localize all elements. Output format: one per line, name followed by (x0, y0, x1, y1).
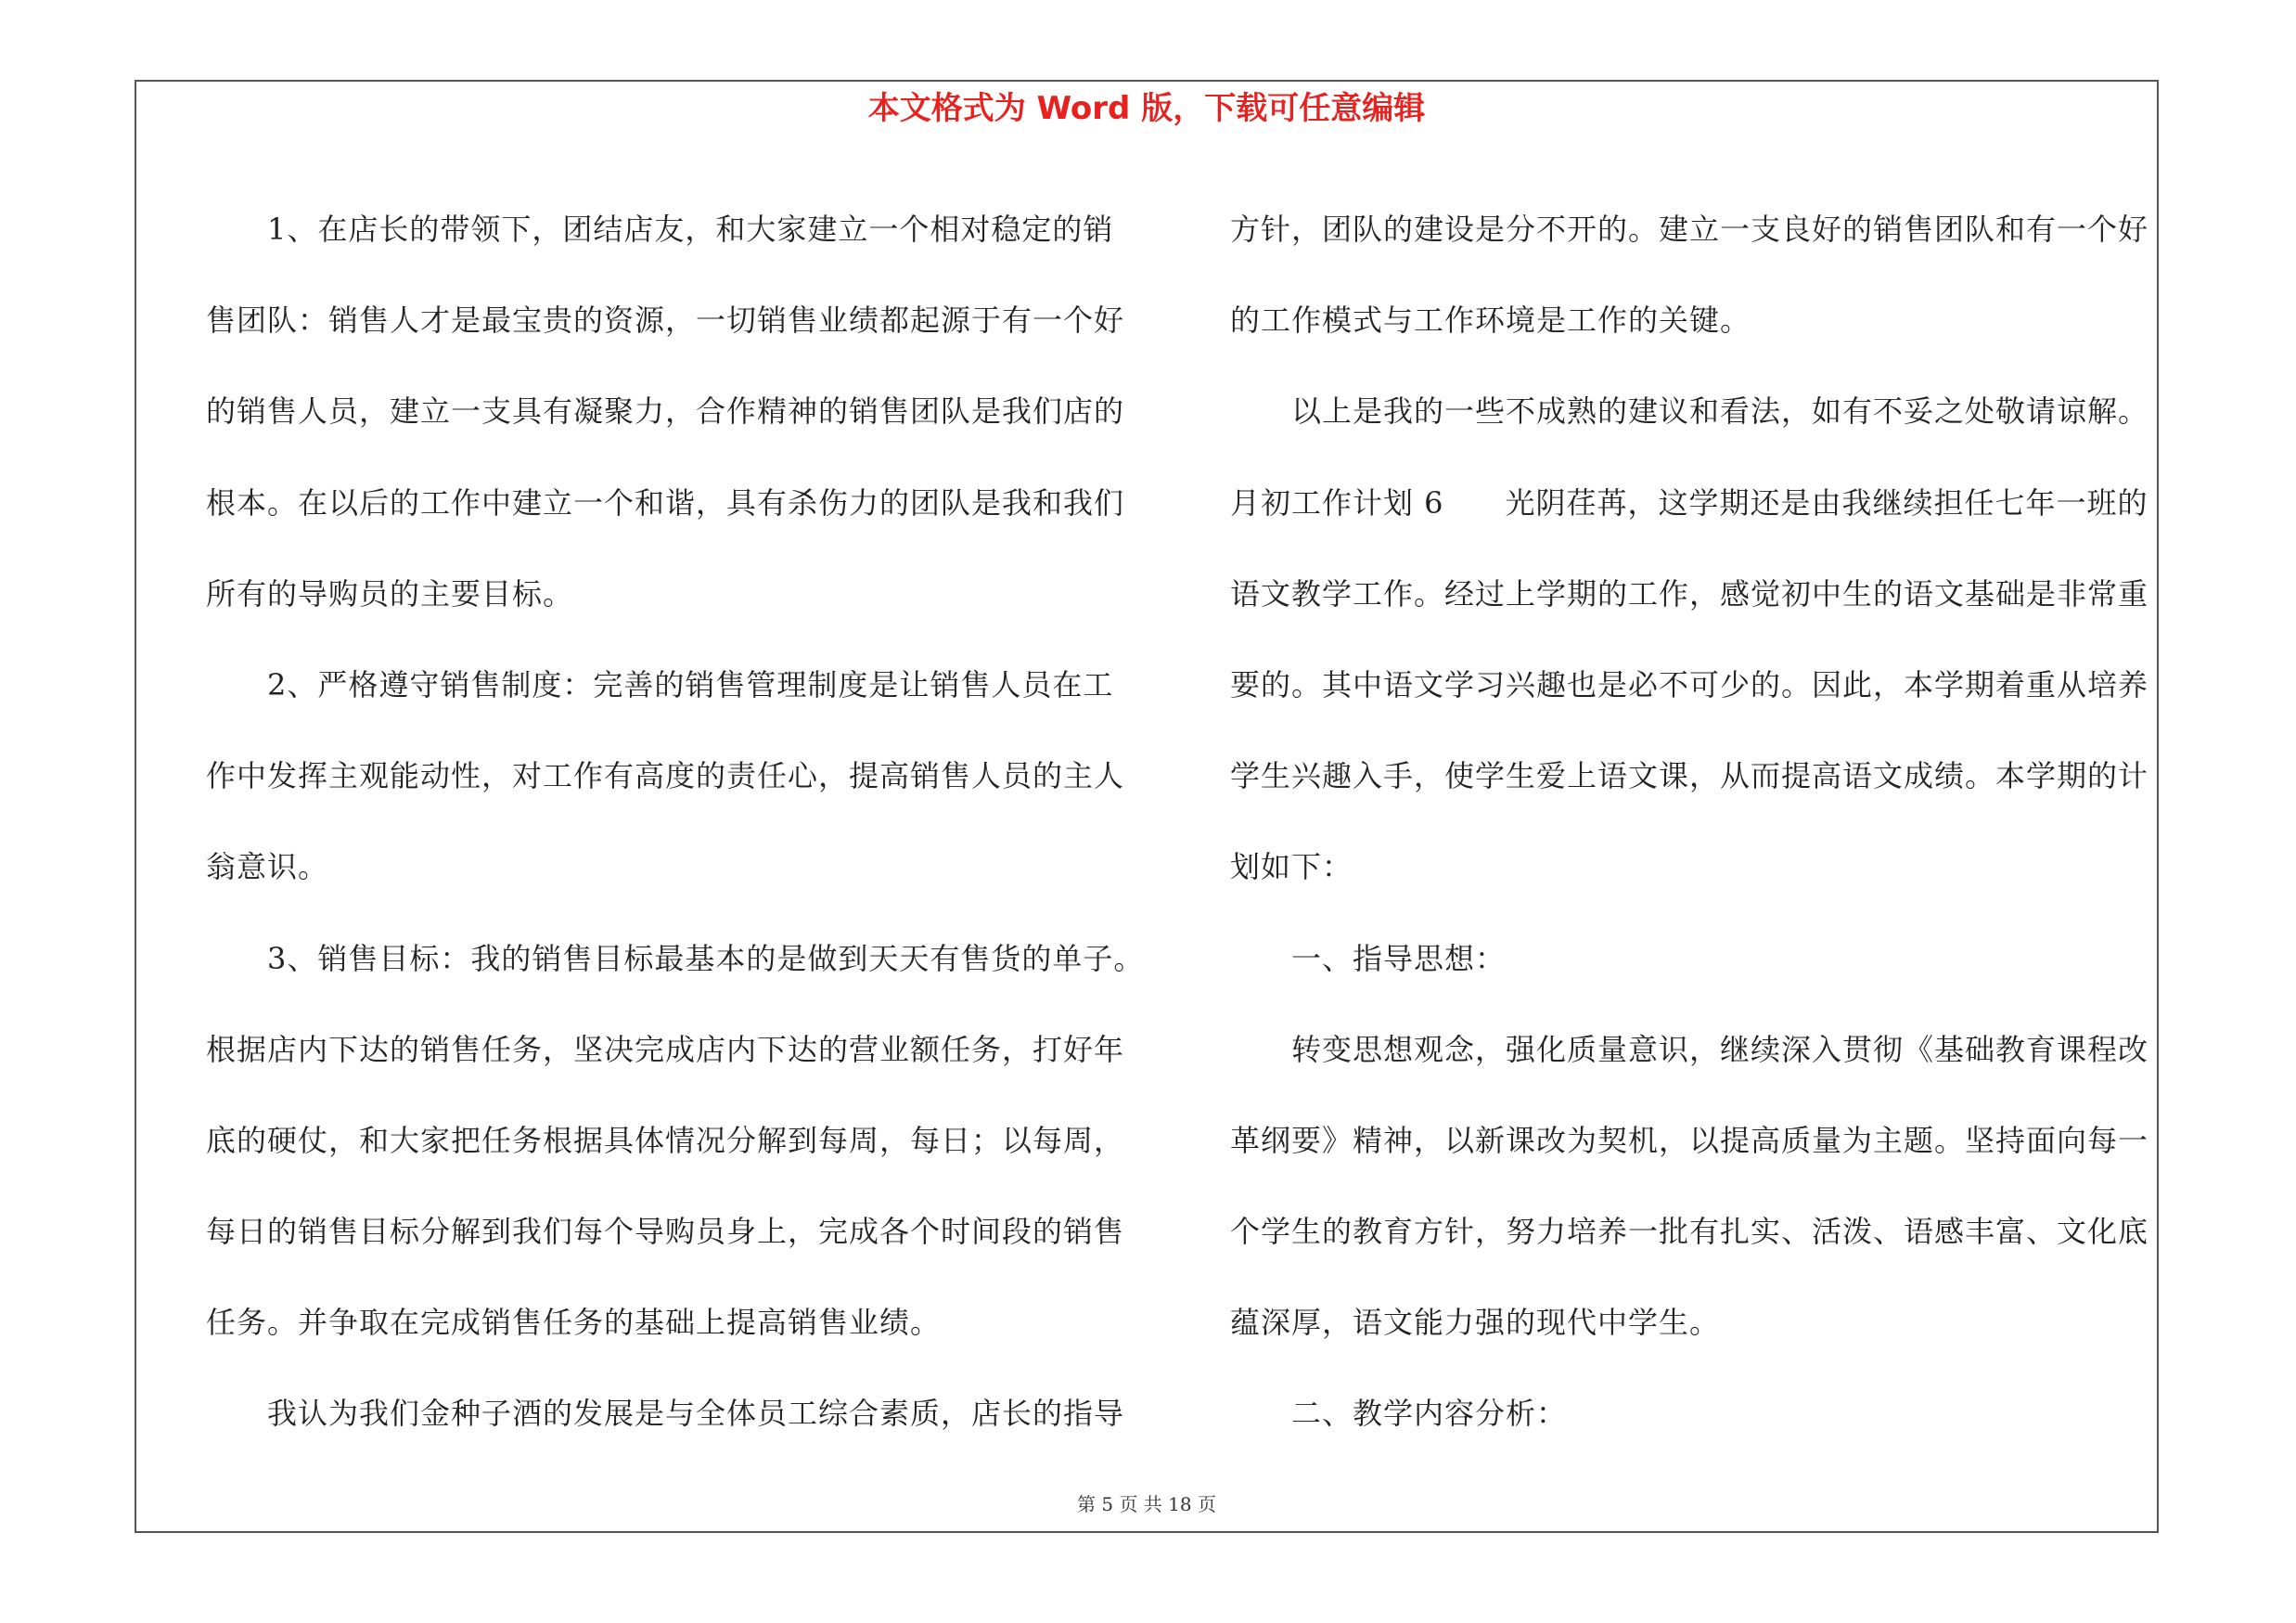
text-line: 所有的导购员的主要目标。 (206, 575, 574, 612)
text-line: 的销售人员，建立一支具有凝聚力，合作精神的销售团队是我们店的 (206, 393, 1125, 430)
text-line: 二、教学内容分析： (1291, 1396, 1568, 1432)
text-line: 售团队：销售人才是最宝贵的资源，一切销售业绩都起源于有一个好 (206, 303, 1125, 339)
text-line: 每日的销售目标分解到我们每个导购员身上，完成各个时间段的销售 (206, 1214, 1125, 1250)
text-line: 根据店内下达的销售任务，坚决完成店内下达的营业额任务，打好年 (206, 1031, 1125, 1067)
text-line: 个学生的教育方针，努力培养一批有扎实、活泼、语感丰富、文化底 (1230, 1214, 2149, 1250)
text-line: 语文教学工作。经过上学期的工作，感觉初中生的语文基础是非常重 (1230, 575, 2149, 612)
text-line: 方针，团队的建设是分不开的。建立一支良好的销售团队和有一个好 (1230, 212, 2149, 247)
text-line: 转变思想观念，强化质量意识，继续深入贯彻《基础教育课程改 (1291, 1031, 2149, 1067)
text-line: 作中发挥主观能动性，对工作有高度的责任心，提高销售人员的主人 (206, 758, 1125, 794)
text-line: 底的硬仗，和大家把任务根据具体情况分解到每周，每日；以每周， (206, 1122, 1125, 1158)
text-line: 翁意识。 (206, 849, 329, 885)
right-column (1230, 184, 2148, 1460)
text-line: 任务。并争取在完成销售任务的基础上提高销售业绩。 (206, 1305, 942, 1341)
text-line: 要的。其中语文学习兴趣也是必不可少的。因此，本学期着重从培养 (1230, 666, 2149, 702)
text-line: 划如下： (1230, 849, 1353, 885)
text-line: 月初工作计划 6 光阴荏苒，这学期还是由我继续担任七年一班的 (1230, 484, 2148, 521)
text-line: 蕴深厚，语文能力强的现代中学生。 (1230, 1305, 1721, 1341)
text-line: 一、指导思想： (1291, 940, 1507, 976)
text-line: 1、在店长的带领下，团结店友，和大家建立一个相对稳定的销 (267, 212, 1114, 247)
text-line: 根本。在以后的工作中建立一个和谐，具有杀伤力的团队是我和我们 (206, 484, 1125, 521)
left-column (206, 184, 1145, 1460)
text-line: 2、严格遵守销售制度：完善的销售管理制度是让销售人员在工 (267, 666, 1114, 702)
text-line: 我认为我们金种子酒的发展是与全体员工综合素质，店长的指导 (267, 1396, 1125, 1432)
text-line: 革纲要》精神，以新课改为契机，以提高质量为主题。坚持面向每一 (1230, 1122, 2149, 1158)
text-line: 学生兴趣入手，使学生爱上语文课，从而提高语文成绩。本学期的计 (1230, 758, 2149, 794)
word-format-banner: 本文格式为 Word 版，下载可任意编辑 (867, 90, 1426, 127)
text-line: 的工作模式与工作环境是工作的关键。 (1230, 303, 1751, 339)
text-line: 3、销售目标：我的销售目标最基本的是做到天天有售货的单子。 (267, 940, 1145, 976)
page-footer: 第 5 页 共 18 页 (1077, 1493, 1216, 1515)
text-line: 以上是我的一些不成熟的建议和看法，如有不妥之处敬请谅解。 (1291, 393, 2149, 430)
